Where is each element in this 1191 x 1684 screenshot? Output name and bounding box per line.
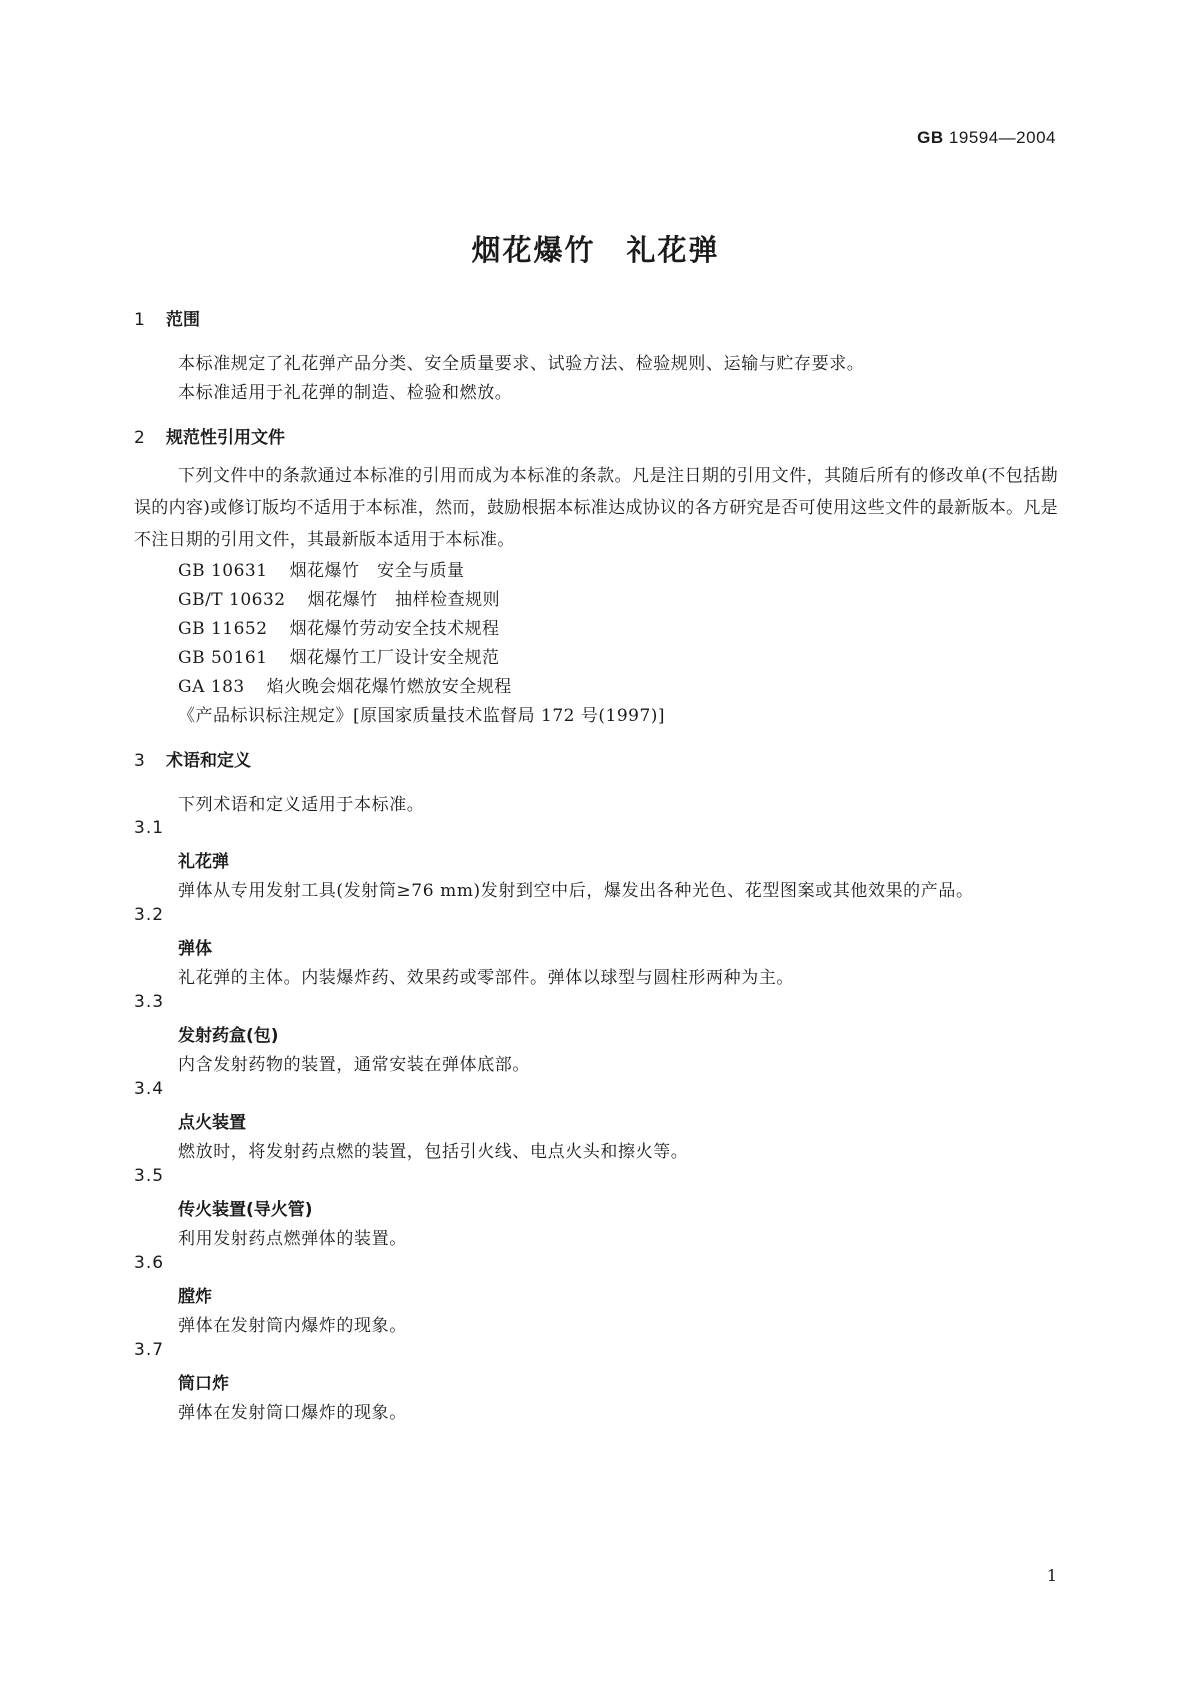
- term-definition: 燃放时，将发射药点燃的装置，包括引火线、电点火头和擦火等。: [178, 1142, 689, 1162]
- term-definition: 利用发射药点燃弹体的装置。: [178, 1229, 407, 1249]
- reference-title: 烟花爆竹 安全与质量: [289, 561, 465, 581]
- section-3-heading: [134, 746, 251, 771]
- section-1-paragraph: 本标准规定了礼花弹产品分类、安全质量要求、试验方法、检验规则、运输与贮存要求。: [178, 354, 865, 374]
- term-number: 3.4: [134, 1079, 165, 1099]
- reference-code: GB/T 10632: [178, 590, 286, 610]
- section-number: 3: [134, 751, 145, 771]
- standard-prefix: GB: [917, 128, 944, 147]
- section-1-paragraph: 本标准适用于礼花弹的制造、检验和燃放。: [178, 383, 513, 403]
- term-name: 弹体: [178, 939, 212, 959]
- section-title: 规范性引用文件: [166, 428, 285, 448]
- section-3-intro: 下列术语和定义适用于本标准。: [178, 795, 425, 815]
- reference-title: 焰火晚会烟花爆竹燃放安全规程: [266, 677, 512, 697]
- reference-title: 烟花爆竹劳动安全技术规程: [289, 619, 500, 639]
- reference-code: GB 10631: [178, 561, 268, 581]
- term-number: 3.1: [134, 818, 165, 838]
- term-definition: 弹体在发射筒内爆炸的现象。: [178, 1316, 407, 1336]
- page-number: 1: [1046, 1566, 1057, 1585]
- reference-item: [178, 643, 500, 668]
- term-name: 传火装置(导火管): [178, 1200, 313, 1220]
- reference-code: GB 50161: [178, 648, 268, 668]
- term-number: 3.5: [134, 1166, 165, 1186]
- term-number: 3.6: [134, 1253, 165, 1273]
- reference-code: GA 183: [178, 677, 245, 697]
- document-title: 烟花爆竹 礼花弹: [471, 233, 720, 267]
- section-2-heading: [134, 423, 285, 448]
- reference-item: [178, 585, 500, 610]
- term-name: 发射药盒(包): [178, 1026, 279, 1046]
- section-number: 1: [134, 310, 145, 330]
- term-number: 3.3: [134, 992, 165, 1012]
- reference-item: [178, 556, 465, 581]
- term-definition: 弹体从专用发射工具(发射筒≥76 mm)发射到空中后，爆发出各种光色、花型图案或其他效果的产品。: [178, 881, 974, 901]
- section-1-heading: [134, 305, 200, 330]
- section-title: 术语和定义: [166, 751, 251, 771]
- reference-item: [178, 614, 500, 639]
- reference-item-extra: 《产品标识标注规定》[原国家质量技术监督局 172 号(1997)]: [178, 706, 666, 726]
- reference-title: 烟花爆竹工厂设计安全规范: [289, 648, 500, 668]
- term-number: 3.2: [134, 905, 165, 925]
- reference-code: GB 11652: [178, 619, 268, 639]
- section-number: 2: [134, 428, 145, 448]
- reference-title: 烟花爆竹 抽样检查规则: [307, 590, 501, 610]
- term-definition: 礼花弹的主体。内装爆炸药、效果药或零部件。弹体以球型与圆柱形两种为主。: [178, 968, 794, 988]
- standard-code: [917, 128, 1056, 148]
- section-title: 范围: [166, 310, 200, 330]
- term-definition: 弹体在发射筒口爆炸的现象。: [178, 1403, 407, 1423]
- term-number: 3.7: [134, 1340, 165, 1360]
- term-name: 膛炸: [178, 1287, 212, 1307]
- reference-item: [178, 672, 512, 697]
- term-definition: 内含发射药物的装置，通常安装在弹体底部。: [178, 1055, 530, 1075]
- term-name: 筒口炸: [178, 1374, 229, 1394]
- section-2-intro: 下列文件中的条款通过本标准的引用而成为本标准的条款。凡是注日期的引用文件，其随后所有的修改单(不包括勘误的内容)或修订版均不适用于本标准，然而，鼓励根据本标准达成协议的各方研究是否可使用这些文件的最新版本。凡是不注日期的引用文件，其最新版本适用于本标准。: [134, 466, 1058, 550]
- term-name: 点火装置: [178, 1113, 246, 1133]
- term-name: 礼花弹: [178, 852, 229, 872]
- standard-number: 19594—2004: [948, 128, 1056, 147]
